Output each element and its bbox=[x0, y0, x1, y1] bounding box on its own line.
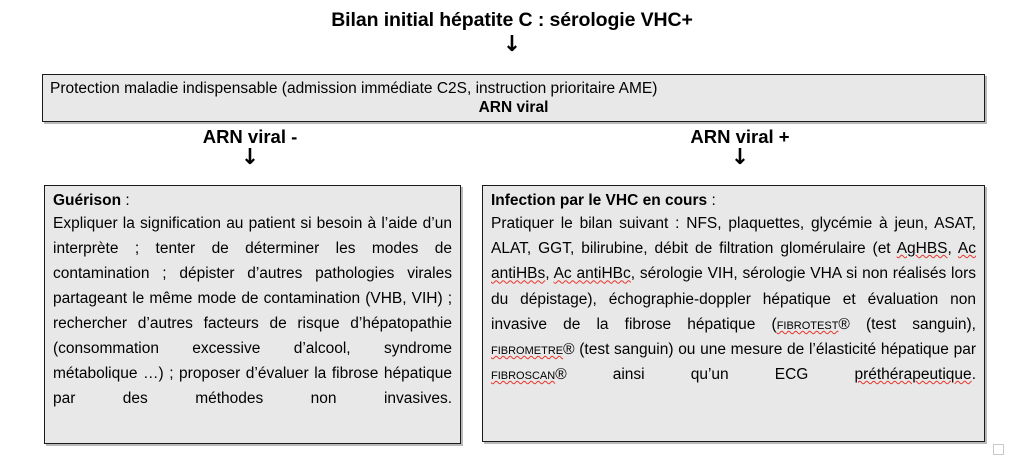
page-title: Bilan initial hépatite C : sérologie VHC+ bbox=[331, 9, 693, 31]
right-box-body-segment-1: Pratiquer le bilan suivant : NFS, plaquettes, glycémie à jeun, ASAT, ALAT, GGT, bilirubine, débit de filtration glomérulaire (et bbox=[491, 215, 976, 258]
branch-label-arn-viral-positive: ARN viral + bbox=[690, 126, 790, 147]
branch-label-arn-viral-negative: ARN viral - bbox=[202, 126, 298, 147]
brand-fibrotest: fibrotest bbox=[776, 315, 839, 333]
left-box-guerison bbox=[44, 185, 461, 444]
top-box-line1: Protection maladie indispensable (admission immédiate C2S, instruction prioritaire AME) bbox=[50, 80, 658, 97]
top-box-line2-arn-viral: ARN viral bbox=[478, 99, 549, 116]
right-box-heading-text: Infection par le VHC en cours bbox=[491, 192, 708, 209]
right-box-heading-colon: : bbox=[707, 192, 716, 209]
spellcheck-term-pretherapeutique: préthérapeutique bbox=[854, 366, 972, 384]
spellcheck-term-aghbs: AgHBS bbox=[896, 240, 948, 258]
brand-fibrometre: fibrometre bbox=[491, 341, 564, 359]
right-box-body-segment-6: ® (test sanguin) ou une mesure de l’élasticité hépatique par bbox=[563, 341, 976, 359]
down-arrow-icon-left-branch: ↓ bbox=[240, 145, 260, 170]
right-box-body-segment-4: , sérologie VIH, sérologie VHA si non réalisés lors du dépistage), échographie-doppler hépatique et évaluation non invasive de la fibrose hépatique ( bbox=[491, 265, 976, 333]
left-box-heading-text: Guérison bbox=[53, 192, 122, 209]
right-box-body-segment-2: , bbox=[947, 240, 958, 258]
down-arrow-icon-right-branch: ↓ bbox=[730, 145, 750, 170]
right-box-body-segment-7: ® ainsi qu’un ECG bbox=[555, 366, 855, 384]
left-box-heading-colon: : bbox=[121, 192, 130, 209]
left-box-body: Expliquer la signification au patient si besoin à l’aide d’un interprète ; tenter de déterminer les modes de contamination ; dépister d’autres pathologies virales partageant le même mode de contamination (VHB, VIH) ; rechercher d’autres facteurs de risque d’hépatopathie (consommation excessive d’alcool, syndrome métabolique …) ; proposer d’évaluer la fibrose hépatique par des méthodes non invasives. bbox=[53, 215, 452, 407]
resize-handle[interactable] bbox=[993, 444, 1004, 455]
left-box-heading bbox=[53, 191, 452, 211]
right-box-infection-vhc bbox=[482, 185, 985, 442]
right-box-body-segment-8: . bbox=[971, 366, 976, 384]
right-box-body bbox=[491, 211, 976, 413]
right-box-heading bbox=[491, 191, 976, 211]
right-box-body-segment-5: ® (test sanguin), bbox=[838, 315, 976, 333]
top-box-protection-maladie bbox=[42, 74, 985, 122]
brand-fibroscan: fibroscan bbox=[491, 366, 556, 384]
spellcheck-term-ac-antihbc: Ac antiHBc bbox=[553, 265, 631, 283]
spellcheck-term-ac-antihbs: Ac antiHBs bbox=[491, 240, 976, 283]
down-arrow-icon-title: ↓ bbox=[502, 32, 522, 57]
right-box-body-segment-3: , bbox=[545, 265, 554, 283]
